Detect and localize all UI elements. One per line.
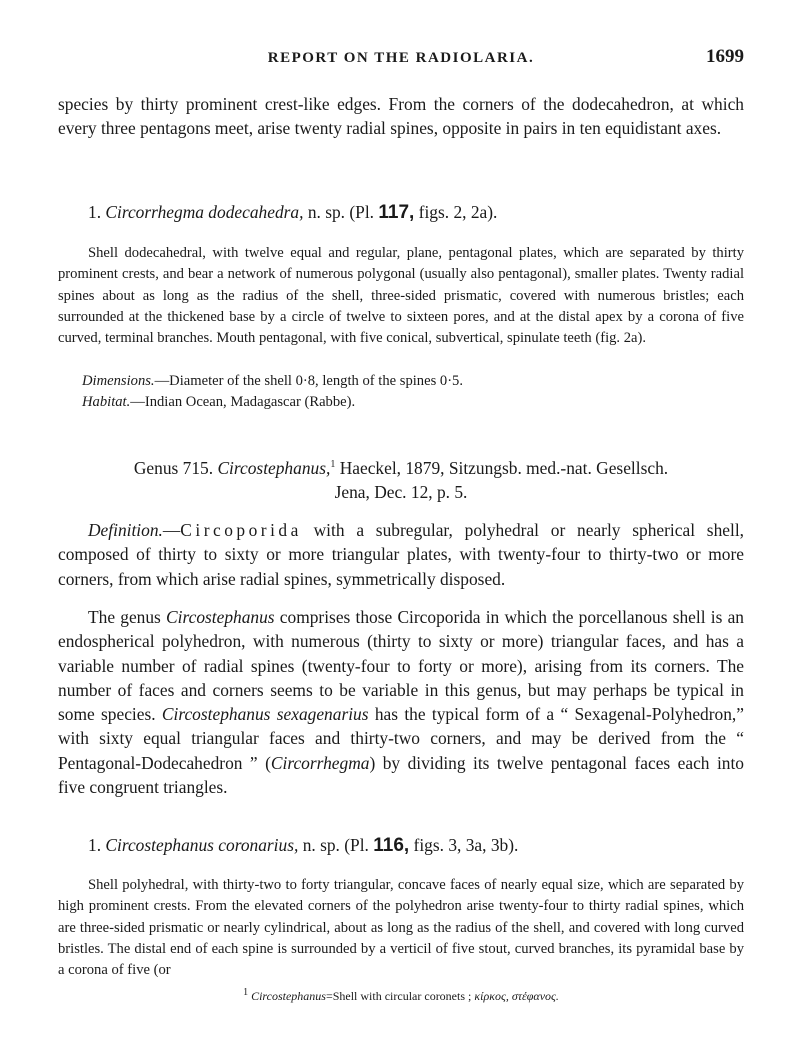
species-1-habitat: Habitat.—Indian Ocean, Madagascar (Rabbe).	[82, 394, 356, 410]
genus-description-paragraph: The genus Circostephanus comprises those Circoporida in which the porcellanous shell is an endospherical polyhedron, with numerous (thirty to sixty or more) triangular faces, and has a variable number of radial spines (twenty-four to forty or more), arising from its corners. The number of faces and corners seems to be variable in this genus, but may perhaps be typical in some species. Circostephanus sexagenarius has the typical form of a “ Sexagenal-Polyhedron,” with sixty equal triangular faces and thirty-two corners, and may be derived from the “ Pentagonal-Dodecahedron ” (Circorrhegma) by dividing its twelve pentagonal faces each into five congruent triangles.	[58, 607, 745, 798]
species-1-heading: 1. Circorrhegma dodecahedra, n. sp. (Pl. 117, figs. 2, 2a).	[88, 202, 498, 223]
footnote: $^1$ Circostephanus=Shell with circular coronets ; κίρκος, στέφανος.	[243, 987, 559, 1003]
definition-paragraph: Definition.—Circoporida with a subregular, polyhedral or nearly spherical shell, composed of thirty to sixty or more triangular plates, with twenty-four to thirty-two or more corners, from which arise radial spines, symmetrically disposed.	[58, 520, 744, 589]
genus-name: Circostephanus,	[217, 458, 331, 478]
plate-number: 116,	[373, 835, 410, 856]
intro-paragraph: species by thirty prominent crest-like edges. From the corners of the dodecahedron, at which every three pentagons meet, arise twenty radial spines, opposite in pairs in ten equidistant axes.	[58, 94, 744, 139]
species-2-heading: 1. Circostephanus coronarius, n. sp. (Pl. 116, figs. 3, 3a, 3b).	[88, 835, 519, 856]
genus-heading: Genus 715. Circostephanus,$^1$ Haeckel, 1879, Sitzungsb. med.-nat. Gesellsch. Jena, Dec. 12, p. 5.	[133, 458, 669, 503]
species-1-name: Circorrhegma dodecahedra,	[105, 202, 304, 222]
species-2-description: Shell polyhedral, with thirty-two to forty triangular, concave faces of nearly equal size, which are separated by high prominent crests. From the elevated corners of the polyhedron arise twenty-four to thirty radial spines, which are three-sided prismatic or nearly cylindrical, about as long as the radius of the shell, and covered with long curved bristles. The distal end of each spine is surrounded by a verticil of five stout, curved branches, its pyramidal base by a corona of five (or	[58, 877, 744, 979]
species-1-description: Shell dodecahedral, with twelve equal and regular, plane, pentagonal plates, which are separated by thirty prominent crests, and bear a network of numerous polygonal (usually also pentagonal), smaller plates. Twenty radial spines about as long as the radius of the shell, three-sided prismatic, covered with numerous bristles; each surrounded at the thickened base by a circle of twelve to sixteen pores, and at the distal apex by a corona of five curved, terminal branches. Mouth pentagonal, with five conical, subvertical, spinulate teeth (fig. 2a).	[58, 245, 744, 347]
species-2-name: Circostephanus coronarius,	[105, 835, 299, 855]
page-number: 1699	[706, 46, 744, 67]
species-1-dimensions: Dimensions.—Diameter of the shell 0·8, length of the spines 0·5.	[82, 373, 463, 389]
plate-number: 117,	[378, 202, 415, 223]
page-header	[58, 46, 744, 70]
footnote-mark: 1	[330, 459, 336, 471]
running-title: REPORT ON THE RADIOLARIA.	[267, 50, 535, 66]
